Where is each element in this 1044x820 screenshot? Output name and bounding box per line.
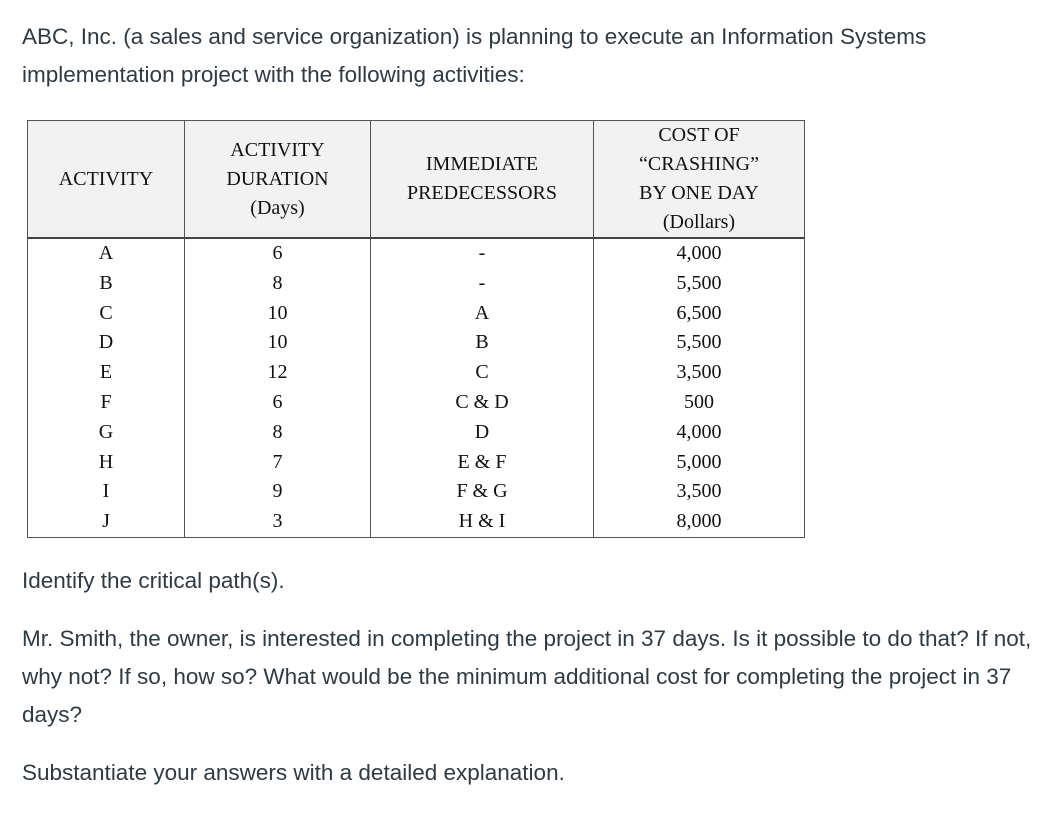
question-crashing: Mr. Smith, the owner, is interested in completing the project in 37 days. Is it possible to do that? If not, why not? If so, how so? What would be the minimum additional cost for completing the project in 37 days? [22, 626, 1032, 727]
table-row [28, 358, 805, 388]
table-row [28, 418, 805, 448]
cell-duration: 8 [185, 269, 371, 299]
cell-activity: A [28, 238, 185, 269]
cell-cost: 4,000 [594, 238, 805, 269]
cell-cost: 3,500 [594, 477, 805, 507]
activities-table [27, 120, 805, 538]
header-crash-cost: COST OF “CRASHING” BY ONE DAY (Dollars) [594, 121, 805, 239]
cell-activity: H [28, 448, 185, 478]
cell-activity: J [28, 507, 185, 537]
cell-activity: D [28, 328, 185, 358]
header-duration: ACTIVITY DURATION (Days) [185, 121, 371, 239]
table-row [28, 388, 805, 418]
cell-predecessors: - [371, 238, 594, 269]
cell-activity: C [28, 299, 185, 329]
question-substantiate: Substantiate your answers with a detailed explanation. [22, 760, 565, 785]
cell-cost: 500 [594, 388, 805, 418]
header-activity: ACTIVITY [28, 121, 185, 239]
cell-activity: E [28, 358, 185, 388]
table-row [28, 477, 805, 507]
cell-predecessors: C & D [371, 388, 594, 418]
cell-duration: 8 [185, 418, 371, 448]
cell-predecessors: D [371, 418, 594, 448]
intro-paragraph: ABC, Inc. (a sales and service organization) is planning to execute an Information Systems implementation project with the following activities: [22, 24, 927, 87]
cell-duration: 3 [185, 507, 371, 537]
question-critical-path: Identify the critical path(s). [22, 568, 285, 593]
table-row [28, 269, 805, 299]
cell-predecessors: E & F [371, 448, 594, 478]
table-row [28, 328, 805, 358]
cell-activity: B [28, 269, 185, 299]
table-row [28, 448, 805, 478]
cell-activity: I [28, 477, 185, 507]
table-row [28, 299, 805, 329]
cell-activity: G [28, 418, 185, 448]
cell-predecessors: F & G [371, 477, 594, 507]
cell-duration: 6 [185, 238, 371, 269]
cell-cost: 5,000 [594, 448, 805, 478]
cell-cost: 3,500 [594, 358, 805, 388]
cell-cost: 6,500 [594, 299, 805, 329]
cell-duration: 6 [185, 388, 371, 418]
table-row [28, 507, 805, 537]
cell-predecessors: H & I [371, 507, 594, 537]
cell-duration: 10 [185, 328, 371, 358]
cell-duration: 12 [185, 358, 371, 388]
cell-predecessors: B [371, 328, 594, 358]
header-predecessors: IMMEDIATE PREDECESSORS [371, 121, 594, 239]
cell-cost: 5,500 [594, 269, 805, 299]
activities-table-container [27, 120, 805, 538]
cell-duration: 7 [185, 448, 371, 478]
cell-cost: 5,500 [594, 328, 805, 358]
cell-duration: 10 [185, 299, 371, 329]
cell-duration: 9 [185, 477, 371, 507]
cell-cost: 4,000 [594, 418, 805, 448]
cell-cost: 8,000 [594, 507, 805, 537]
cell-predecessors: A [371, 299, 594, 329]
cell-predecessors: C [371, 358, 594, 388]
table-header-row [28, 121, 805, 239]
table-row [28, 238, 805, 269]
cell-predecessors: - [371, 269, 594, 299]
cell-activity: F [28, 388, 185, 418]
